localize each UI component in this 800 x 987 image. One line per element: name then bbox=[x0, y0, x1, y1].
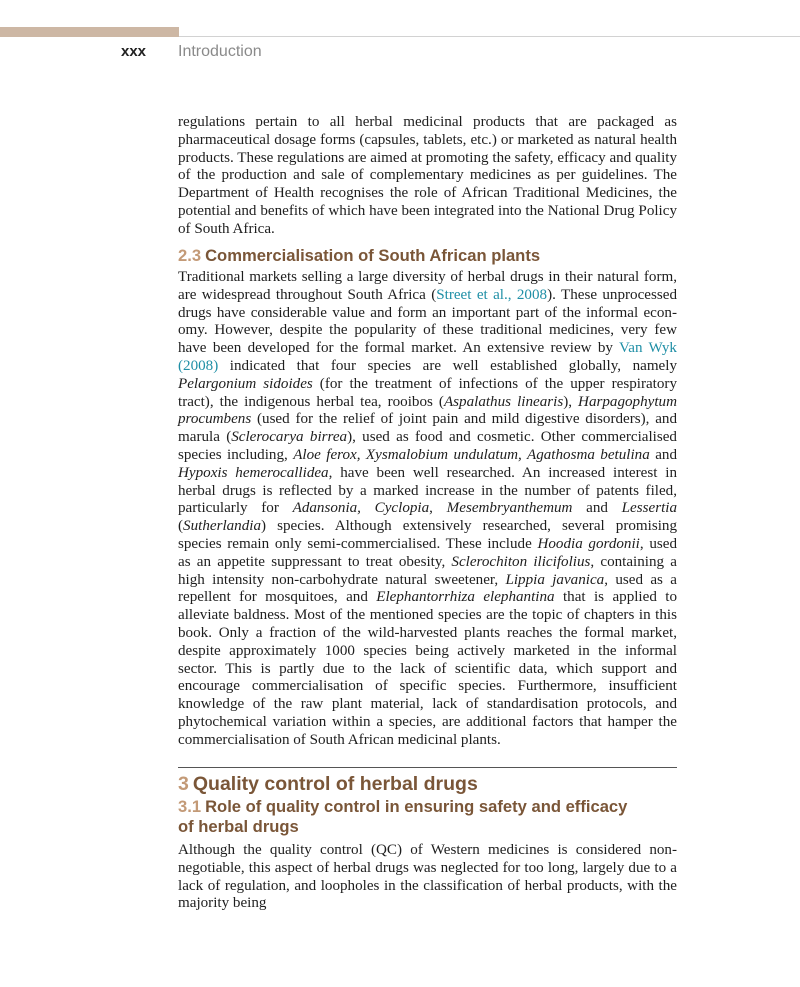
species-name: Harpagophytum procumbens bbox=[178, 393, 677, 428]
species-name: Lessertia bbox=[621, 500, 678, 517]
section-divider bbox=[178, 767, 677, 768]
text-run: , used as a repellent for mosquitoes, and bbox=[178, 571, 677, 606]
running-header bbox=[121, 43, 262, 65]
section-heading-2-3 bbox=[178, 246, 677, 266]
paragraph-quality-control bbox=[178, 842, 677, 913]
species-name: Sclerochiton ilicifolius bbox=[451, 553, 591, 570]
text-run: , used as an appetite suppressant to treat obesity, bbox=[178, 535, 677, 570]
text-run: Traditional markets selling a large diversity of herbal drugs in their natural form, are widespread throughout South Africa ( bbox=[178, 269, 677, 303]
text-run: , bbox=[429, 500, 447, 517]
text-run: and bbox=[649, 446, 677, 463]
species-name: Pelargonium sidoides bbox=[178, 375, 313, 392]
species-name: Sutherlandia bbox=[183, 518, 262, 535]
header-color-band bbox=[0, 27, 179, 37]
text-run: ), bbox=[563, 393, 579, 410]
section-title: Quality control of herbal drugs bbox=[192, 773, 478, 795]
header-rule bbox=[179, 36, 800, 37]
section-number: 3 bbox=[178, 773, 189, 795]
chapter-title: Introduction bbox=[178, 43, 262, 60]
species-name: Hypoxis hemerocallidea bbox=[178, 464, 329, 481]
section-number: 3.1 bbox=[178, 797, 202, 816]
text-run: , have been well researched. An increased interest in herbal drugs is reflected by a marked increase in the number of patents filed, particularly for bbox=[178, 464, 677, 517]
section-title: Role of quality control in ensuring safety and efficacy of herbal drugs bbox=[178, 797, 628, 836]
paragraph-text: regulations pertain to all herbal medicinal products that are packaged as pharmaceutical dosage forms (capsules, tablets, etc.) or marketed as natural health products. These regulations are aimed at promoting the safety, efficacy and quality of the production and sale of complementary medicines as per guidelines. The Department of Health recognises the role of African Traditional Medicines, the potential and benefits of which have been integrated into the National Drug Policy of South Africa. bbox=[178, 114, 677, 237]
text-run: , containing a high intensity non-carbohydrate natural sweetener, bbox=[178, 553, 677, 588]
text-run: ), used as food and cosmetic. Other commercialised species including, bbox=[178, 429, 677, 463]
species-name: Mesembryanthemum bbox=[446, 500, 573, 517]
species-name: Hoodia gordonii bbox=[537, 535, 640, 552]
species-name: Adansonia, Cyclopia bbox=[292, 500, 430, 517]
paragraph-commercialisation bbox=[178, 269, 677, 750]
species-name: Aloe ferox, Xysmalobium undulatum, Agathosma betulina bbox=[293, 446, 650, 463]
citation-link-van-wyk[interactable]: Van Wyk (2008) bbox=[178, 340, 677, 374]
species-name: Sclerocarya birrea bbox=[231, 429, 348, 446]
text-run: (used for the relief of joint pain and mild digestive disorders), and marula ( bbox=[178, 411, 677, 446]
text-run: ) species. Although extensively researched, several promising species remain only semi-commercialised. These include bbox=[178, 518, 677, 552]
text-run: (for the treatment of infections of the upper respiratory tract), the indigenous herbal tea, rooibos ( bbox=[178, 375, 677, 410]
paragraph-regulations bbox=[178, 114, 677, 239]
top-decoration bbox=[0, 27, 800, 37]
section-heading-3 bbox=[178, 772, 677, 796]
paragraph-text: Although the quality control (QC) of Western medicines is considered non-negotiable, this aspect of herbal drugs was neglected for too long, largely due to a lack of regulation, and loopholes in the classification of herbal products, with the majority being bbox=[178, 842, 677, 912]
species-name: Elephantorrhiza elephantina bbox=[376, 589, 555, 606]
text-run: that is applied to alleviate baldness. Most of the mentioned species are the topic of chapters in this book. Only a fraction of the wild-harvested plants reaches the formal market, despite approximately 1000 species being actively marketed in the informal sector. This is partly due to the lack of scientific data, which support and encourage commercialisation of specific species. Furthermore, insufficient knowledge of the raw plant material, lack of standardisation protocols, and phytochemical variation within a species, are additional factors that hamper the commercialisation of South African medicinal plants. bbox=[178, 589, 677, 748]
citation-link-street[interactable]: Street et al., 2008 bbox=[436, 286, 548, 303]
section-title: Commercialisation of South African plants bbox=[205, 246, 541, 265]
species-name: Aspalathus linearis bbox=[443, 393, 564, 410]
text-run: and bbox=[572, 500, 622, 517]
text-run: ). These unprocessed drugs have considerable value and form an important part of the informal economy. However, despite the popularity of these traditional medicines, very few have been developed for the formal market. An extensive review by bbox=[178, 286, 677, 357]
paragraph-text bbox=[178, 269, 677, 750]
page-number: xxx bbox=[121, 43, 147, 60]
text-run: ( bbox=[178, 518, 184, 535]
section-heading-3-1 bbox=[178, 797, 638, 837]
section-number: 2.3 bbox=[178, 246, 202, 265]
species-name: Lippia javanica bbox=[505, 571, 605, 588]
text-run: indicated that four species are well established globally, namely bbox=[218, 357, 677, 374]
